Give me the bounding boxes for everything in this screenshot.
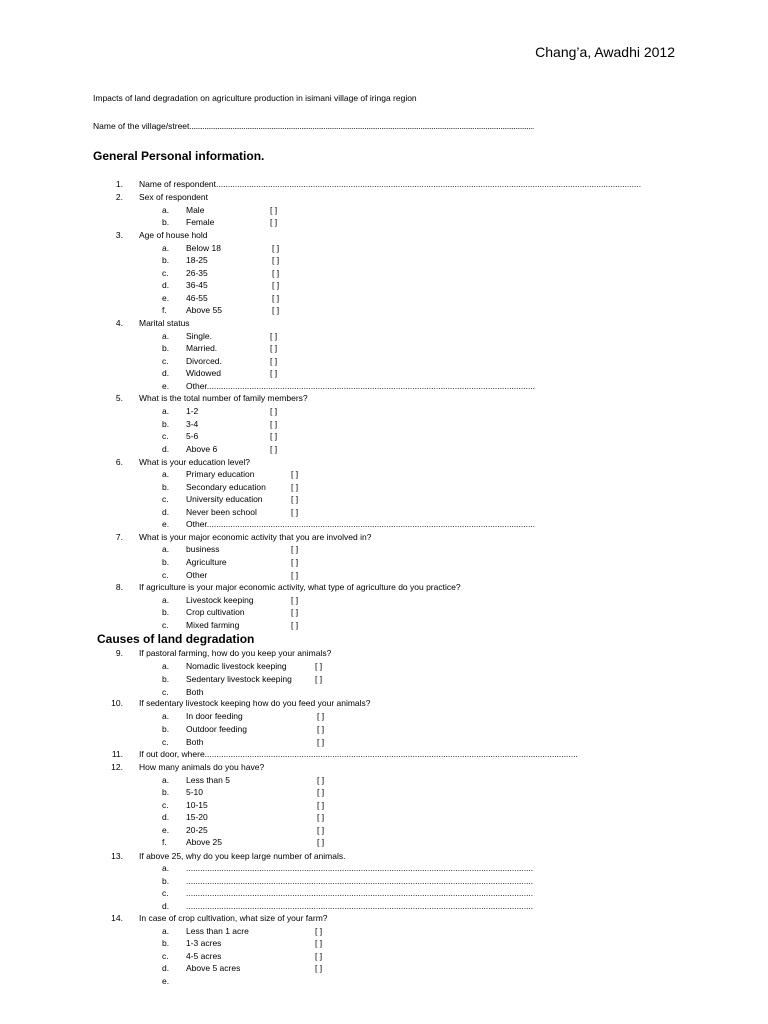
- checkbox[interactable]: [ ]: [270, 431, 278, 441]
- checkbox[interactable]: [ ]: [291, 482, 299, 492]
- option-label: 4-5 acres: [186, 951, 222, 961]
- option-letter: e.: [162, 519, 170, 529]
- question-text: If pastoral farming, how do you keep your animals?: [139, 648, 332, 658]
- question-text: Name of respondent....................................................................................................................................................................................: [139, 179, 642, 189]
- question-number: 5.: [115, 393, 123, 403]
- option-letter: a.: [162, 205, 170, 215]
- option-letter: b.: [162, 607, 170, 617]
- option-letter: c.: [162, 737, 169, 747]
- option-label: 10-15: [186, 800, 208, 810]
- option-label: Male: [186, 205, 205, 215]
- option-letter: d.: [162, 812, 170, 822]
- option-label: 46-55: [186, 293, 208, 303]
- option-letter: c.: [162, 356, 169, 366]
- option-label: In door feeding: [186, 711, 243, 721]
- checkbox[interactable]: [ ]: [291, 607, 299, 617]
- checkbox[interactable]: [ ]: [317, 787, 325, 797]
- option-letter: e.: [162, 976, 170, 986]
- checkbox[interactable]: [ ]: [291, 494, 299, 504]
- question-text: If out door, where..............................................................................................................................................................: [139, 749, 578, 759]
- checkbox[interactable]: [ ]: [315, 951, 323, 961]
- checkbox[interactable]: [ ]: [315, 938, 323, 948]
- option-letter: c.: [162, 268, 169, 278]
- option-label: Married.: [186, 343, 218, 353]
- survey-title: Impacts of land degradation on agriculture production in isimani village of iringa region: [93, 93, 417, 103]
- option-label: ...................................................................................................................................................: [186, 888, 534, 898]
- village-field: [93, 121, 534, 131]
- question-number: 1.: [115, 179, 123, 189]
- question-number: 10.: [111, 698, 123, 708]
- option-letter: b.: [162, 876, 170, 886]
- option-letter: a.: [162, 331, 170, 341]
- option-letter: a.: [162, 406, 170, 416]
- option-label: Both: [186, 687, 204, 697]
- option-letter: a.: [162, 469, 170, 479]
- option-label: Divorced.: [186, 356, 222, 366]
- checkbox[interactable]: [ ]: [272, 305, 280, 315]
- option-letter: d.: [162, 963, 170, 973]
- option-letter: c.: [162, 494, 169, 504]
- checkbox[interactable]: [ ]: [317, 800, 325, 810]
- checkbox[interactable]: [ ]: [291, 557, 299, 567]
- checkbox[interactable]: [ ]: [317, 812, 325, 822]
- option-letter: b.: [162, 674, 170, 684]
- option-label: 5-6: [186, 431, 199, 441]
- option-label: 5-10: [186, 787, 204, 797]
- option-letter: a.: [162, 711, 170, 721]
- question-number: 12.: [111, 762, 123, 772]
- option-label: Mixed farming: [186, 620, 240, 630]
- checkbox[interactable]: [ ]: [291, 469, 299, 479]
- option-letter: c.: [162, 800, 169, 810]
- checkbox[interactable]: [ ]: [291, 544, 299, 554]
- option-letter: d.: [162, 368, 170, 378]
- option-label: 20-25: [186, 825, 208, 835]
- option-label: Above 25: [186, 837, 222, 847]
- option-label: Never been school: [186, 507, 257, 517]
- option-letter: b.: [162, 557, 170, 567]
- checkbox[interactable]: [ ]: [291, 570, 299, 580]
- option-letter: b.: [162, 787, 170, 797]
- question-number: 7.: [115, 532, 123, 542]
- option-letter: a.: [162, 544, 170, 554]
- option-letter: b.: [162, 938, 170, 948]
- option-label: Other...........................................................................................................................................: [186, 381, 536, 391]
- option-letter: f.: [162, 837, 167, 847]
- option-label: Sedentary livestock keeping: [186, 674, 292, 684]
- option-label: ...................................................................................................................................................: [186, 863, 534, 873]
- option-letter: c.: [162, 888, 169, 898]
- option-letter: c.: [162, 570, 169, 580]
- question-text: What is the total number of family members?: [139, 393, 308, 403]
- checkbox[interactable]: [ ]: [317, 837, 325, 847]
- option-letter: c.: [162, 951, 169, 961]
- checkbox[interactable]: [ ]: [315, 674, 323, 684]
- option-label: Agriculture: [186, 557, 227, 567]
- checkbox[interactable]: [ ]: [317, 724, 325, 734]
- checkbox[interactable]: [ ]: [291, 620, 299, 630]
- checkbox[interactable]: [ ]: [270, 205, 278, 215]
- option-label: Other: [186, 570, 208, 580]
- option-letter: b.: [162, 419, 170, 429]
- option-letter: e.: [162, 293, 170, 303]
- option-letter: b.: [162, 217, 170, 227]
- option-label: Primary education: [186, 469, 255, 479]
- option-label: 1-3 acres: [186, 938, 222, 948]
- question-text: If sedentary livestock keeping how do you feed your animals?: [139, 698, 371, 708]
- checkbox[interactable]: [ ]: [272, 243, 280, 253]
- checkbox[interactable]: [ ]: [270, 406, 278, 416]
- option-letter: e.: [162, 825, 170, 835]
- option-letter: c.: [162, 687, 169, 697]
- question-number: 6.: [115, 457, 123, 467]
- option-label: 26-35: [186, 268, 208, 278]
- option-label: ...................................................................................................................................................: [186, 901, 534, 911]
- option-label: Female: [186, 217, 215, 227]
- option-letter: f.: [162, 305, 167, 315]
- checkbox[interactable]: [ ]: [270, 419, 278, 429]
- option-label: 36-45: [186, 280, 208, 290]
- village-dots: .........................................................................................................................................................................................: [189, 121, 534, 131]
- question-text: How many animals do you have?: [139, 762, 265, 772]
- option-letter: a.: [162, 243, 170, 253]
- option-letter: b.: [162, 482, 170, 492]
- option-letter: c.: [162, 431, 169, 441]
- question-text: In case of crop cultivation, what size of your farm?: [139, 913, 328, 923]
- option-label: 15-20: [186, 812, 208, 822]
- checkbox[interactable]: [ ]: [317, 737, 325, 747]
- question-number: 2.: [115, 192, 123, 202]
- option-label: University education: [186, 494, 263, 504]
- option-label: Less than 5: [186, 775, 230, 785]
- question-number: 9.: [115, 648, 123, 658]
- option-label: 1-2: [186, 406, 199, 416]
- question-number: 4.: [115, 318, 123, 328]
- option-letter: a.: [162, 863, 170, 873]
- question-text: If agriculture is your major economic activity, what type of agriculture do you practice?: [139, 582, 461, 592]
- option-letter: d.: [162, 280, 170, 290]
- question-number: 14.: [111, 913, 123, 923]
- section-causes: Causes of land degradation: [97, 632, 255, 646]
- option-letter: a.: [162, 775, 170, 785]
- question-number: 8.: [115, 582, 123, 592]
- option-label: Outdoor feeding: [186, 724, 247, 734]
- option-letter: d.: [162, 901, 170, 911]
- option-label: Nomadic livestock keeping: [186, 661, 287, 671]
- author-year: Chang’a, Awadhi 2012: [535, 44, 675, 60]
- option-label: business: [186, 544, 220, 554]
- checkbox[interactable]: [ ]: [272, 268, 280, 278]
- question-number: 11.: [111, 749, 123, 759]
- option-label: 3-4: [186, 419, 199, 429]
- checkbox[interactable]: [ ]: [291, 507, 299, 517]
- question-text: Age of house hold: [139, 230, 208, 240]
- question-text: What is your major economic activity that you are involved in?: [139, 532, 372, 542]
- section-personal: General Personal information.: [93, 149, 265, 163]
- option-letter: b.: [162, 724, 170, 734]
- checkbox[interactable]: [ ]: [270, 444, 278, 454]
- option-label: Above 55: [186, 305, 222, 315]
- option-letter: a.: [162, 661, 170, 671]
- checkbox[interactable]: [ ]: [270, 368, 278, 378]
- option-label: Above 6: [186, 444, 218, 454]
- question-text: Sex of respondent: [139, 192, 208, 202]
- checkbox[interactable]: [ ]: [272, 293, 280, 303]
- question-number: 13.: [111, 851, 123, 861]
- option-letter: d.: [162, 444, 170, 454]
- checkbox[interactable]: [ ]: [270, 217, 278, 227]
- option-label: Both: [186, 737, 204, 747]
- checkbox[interactable]: [ ]: [270, 331, 278, 341]
- question-number: 3.: [115, 230, 123, 240]
- checkbox[interactable]: [ ]: [315, 963, 323, 973]
- option-label: Other...........................................................................................................................................: [186, 519, 536, 529]
- checkbox[interactable]: [ ]: [317, 711, 325, 721]
- option-label: Less than 1 acre: [186, 926, 249, 936]
- option-letter: e.: [162, 381, 170, 391]
- question-text: If above 25, why do you keep large number of animals.: [139, 851, 346, 861]
- checkbox[interactable]: [ ]: [270, 356, 278, 366]
- checkbox[interactable]: [ ]: [315, 661, 323, 671]
- option-label: ...................................................................................................................................................: [186, 876, 534, 886]
- checkbox[interactable]: [ ]: [272, 255, 280, 265]
- option-label: 18-25: [186, 255, 208, 265]
- option-letter: b.: [162, 343, 170, 353]
- option-label: Livestock keeping: [186, 595, 254, 605]
- checkbox[interactable]: [ ]: [270, 343, 278, 353]
- option-label: Widowed: [186, 368, 221, 378]
- question-text: Marital status: [139, 318, 190, 328]
- question-text: What is your education level?: [139, 457, 251, 467]
- option-label: Above 5 acres: [186, 963, 241, 973]
- option-label: Single.: [186, 331, 212, 341]
- option-label: Secondary education: [186, 482, 266, 492]
- option-letter: a.: [162, 595, 170, 605]
- option-letter: a.: [162, 926, 170, 936]
- checkbox[interactable]: [ ]: [272, 280, 280, 290]
- checkbox[interactable]: [ ]: [317, 775, 325, 785]
- option-label: Below 18: [186, 243, 221, 253]
- checkbox[interactable]: [ ]: [291, 595, 299, 605]
- option-letter: b.: [162, 255, 170, 265]
- option-label: Crop cultivation: [186, 607, 245, 617]
- checkbox[interactable]: [ ]: [317, 825, 325, 835]
- option-letter: c.: [162, 620, 169, 630]
- checkbox[interactable]: [ ]: [315, 926, 323, 936]
- option-letter: d.: [162, 507, 170, 517]
- village-label: Name of the village/street: [93, 121, 190, 131]
